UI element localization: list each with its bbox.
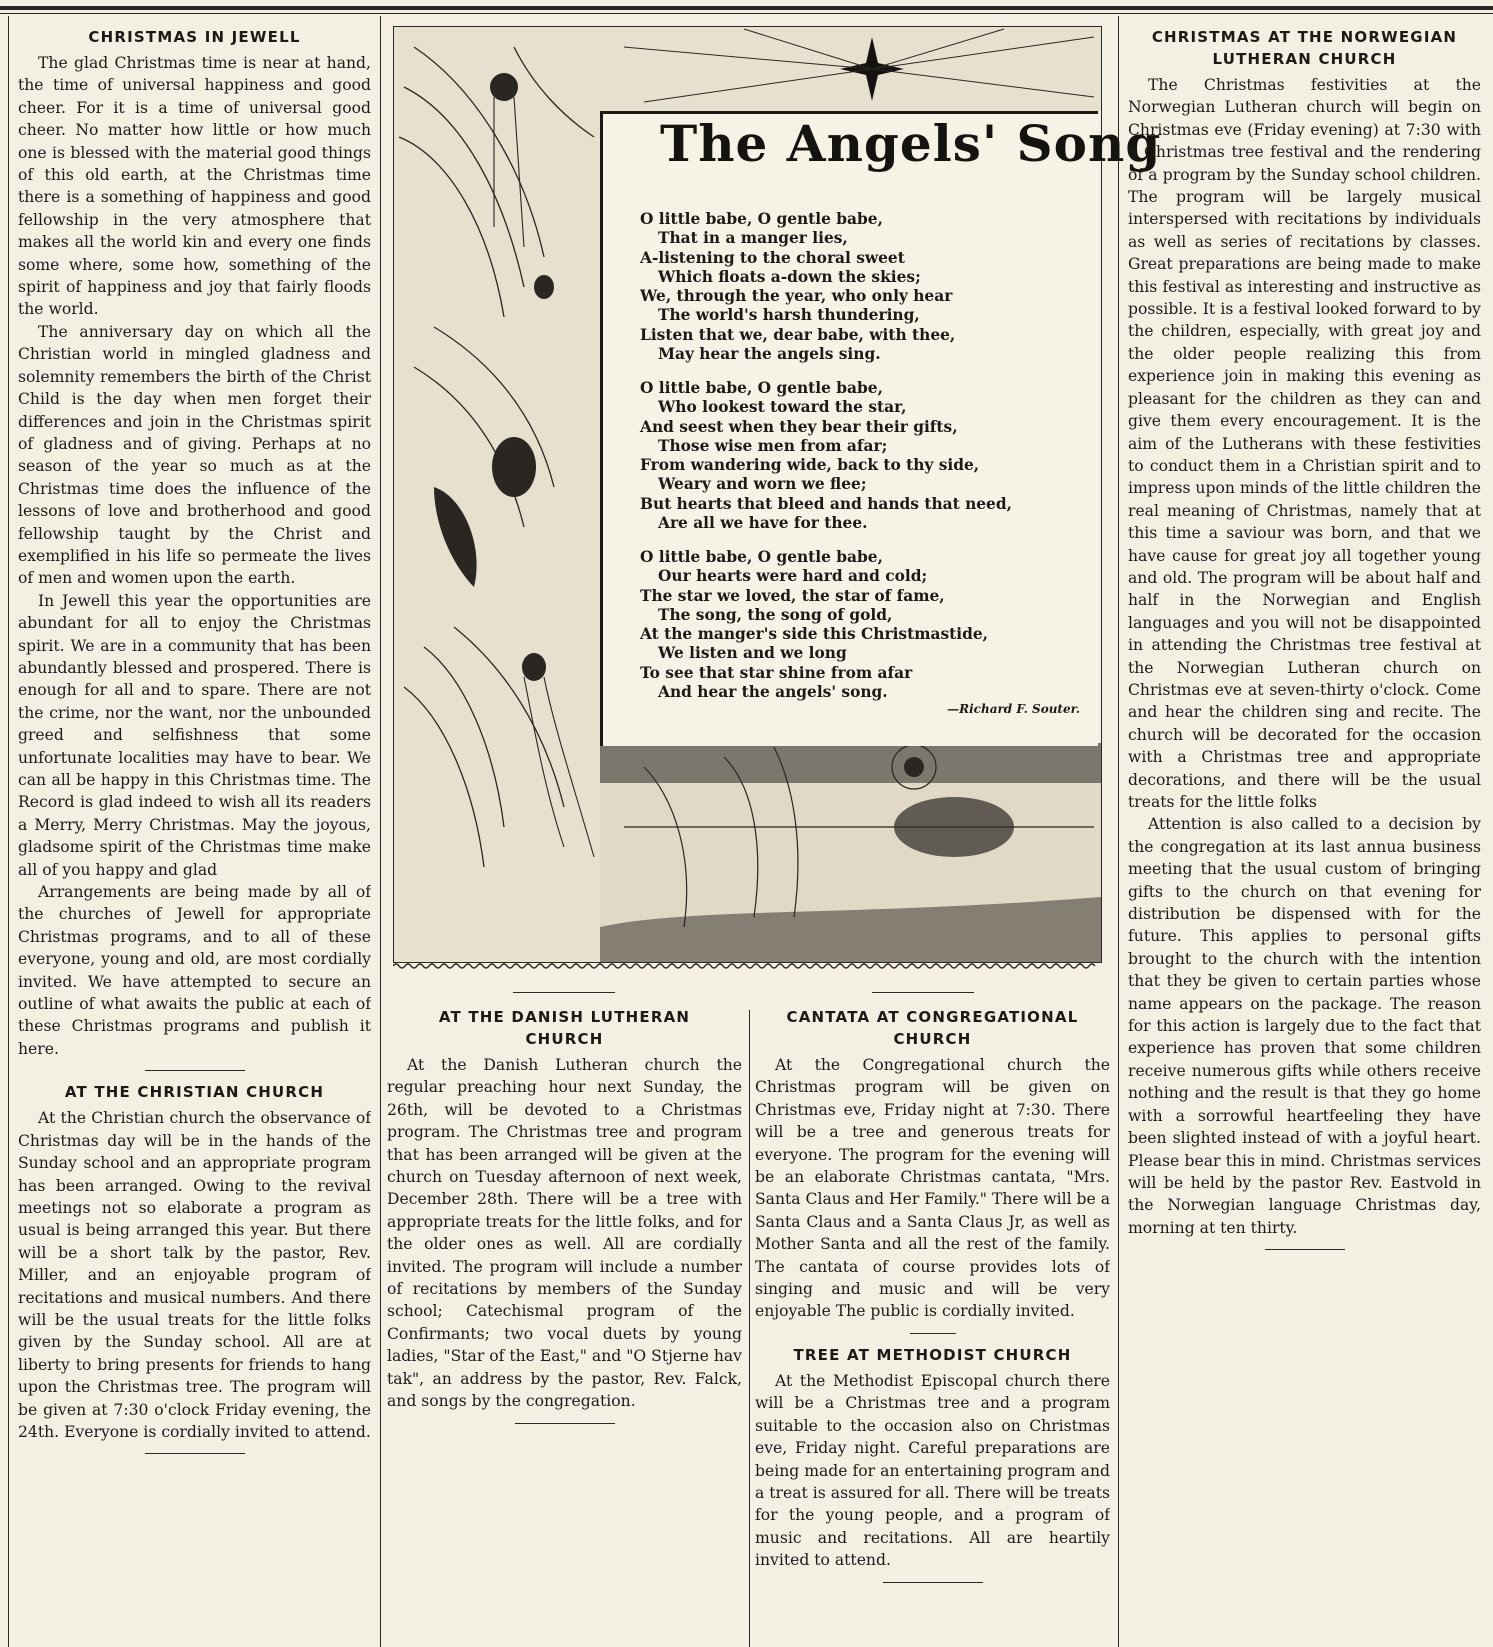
poem-line: O little babe, O gentle babe,: [640, 210, 883, 228]
paragraph: At the Methodist Episcopal church there will be a Christmas tree and a program suitable to the occasion also on Christmas eve, Friday night. Careful preparations are being made for an entertaining program and a treat is assured for all. There will be treats for the young people, and a program of music and recitations. All are heartily invited to attend.: [755, 1371, 1110, 1570]
paragraph: Arrangements are being made by all of the churches of Jewell for appropriate Christmas programs, and to all of these everyone, young and old, are most cordially invited. We have attempted to secure an outline of what awaits the public at each of these Christmas programs and publish it here.: [18, 883, 371, 1058]
poem-line: We listen and we long: [658, 644, 847, 663]
paragraph: The anniversary day on which all the Christian world in mingled gladness and solemnity remembers the birth of the Christ Child is the day when men forget their differences and join in the Christmas spirit of gladness and of giving. Perhaps at no season of the year so much as at the Christmas time does the influence of the lessons of love and brotherhood and good fellowship taught by the Christ and exemplified in his life so permeate the lives of men and women upon the earth.: [18, 322, 371, 588]
poem-line: A-listening to the choral sweet: [640, 248, 905, 267]
poem-line: May hear the angels sing.: [658, 345, 881, 364]
poem-title: The Angels' Song: [660, 114, 1162, 173]
poem-author: —Richard F. Souter.: [947, 702, 1080, 716]
article-title: CHRISTMAS IN JEWELL: [88, 28, 301, 46]
column-divider: [1118, 16, 1119, 1647]
section-divider: [515, 1423, 615, 1424]
poem-line: Who lookest toward the star,: [658, 398, 907, 417]
section-divider: [145, 1070, 245, 1071]
section-title: TREE AT METHODIST CHURCH: [793, 1345, 1072, 1364]
wavy-rule: [393, 962, 1100, 970]
poem-line: From wandering wide, back to thy side,: [640, 456, 980, 475]
column-christmas-in-jewell: [18, 26, 371, 1647]
poem-line: Which floats a-down the skies;: [658, 267, 921, 286]
poem-line: We, through the year, who only hear: [640, 287, 953, 306]
poem-line: O little babe, O gentle babe,: [640, 379, 883, 397]
column-danish-lutheran: [387, 1006, 742, 1647]
article-title: AT THE DANISH LUTHERAN CHURCH: [438, 1008, 691, 1048]
poem-line: To see that star shine from afar: [640, 663, 913, 682]
section-divider: [145, 1453, 245, 1454]
poem-line: Our hearts were hard and cold;: [658, 567, 928, 586]
poem-line: At the manger's side this Christmastide,: [640, 625, 988, 644]
section-divider: [872, 992, 974, 993]
poem-stanza: [640, 379, 1070, 533]
column-congregational: [755, 1006, 1110, 1647]
poem-line: Those wise men from afar;: [658, 436, 888, 455]
top-rule: [0, 6, 1493, 10]
poem-line: O little babe, O gentle babe,: [640, 548, 883, 566]
article-title: CANTATA AT CONGREGATIONAL CHURCH: [786, 1008, 1079, 1048]
poem-line: Are all we have for thee.: [658, 514, 868, 533]
paragraph: The Christmas festivities at the Norwegian Lutheran church will begin on Christmas eve (Friday evening) at 7:30 with a Christmas tree festival and the rendering of a program by the Sunday school children. The program will be largely musical interspersed with recitations by individuals as well as series of recitations by classes. Great preparations are being made to make this festival as interesting and instructive as possible. It is a festival looked forward to by the children, especially, with great joy and the older people realizing this from experience join in making this evening as pleasant for the children as they can and give them every encouragement. It is the aim of the Lutherans with these festivities to conduct them in a Christian spirit and to impress upon minds of the little children the real meaning of Christmas, namely that at this time a saviour was born, and that we have cause for great joy all together young and old. The program will be about half and half in the Norwegian and English languages and you will not be disappointed in attending the Christmas tree festival at the Norwegian Lutheran church on Christmas eve at seven-thirty o'clock. Come and hear the children sing and recite. The church will be decorated for the occasion with a Christmas tree and appropriate decorations, and there will be the usual treats for the little folks: [1128, 76, 1481, 811]
section-divider: [513, 992, 615, 993]
column-norwegian-lutheran: [1128, 26, 1481, 1647]
poem-stanza: [640, 210, 1070, 364]
poem-line: The star we loved, the star of fame,: [640, 586, 945, 605]
paragraph: At the Danish Lutheran church the regular preaching hour next Sunday, the 26th, will be devoted to a Christmas program. The Christmas tree and program that has been arranged will be given at the church on Tuesday afternoon of next week, December 28th. There will be a tree with appropriate treats for the little folks, and for the older ones as well. All are cordially invited. The program will include a number of recitations by members of the Sunday school; Catechismal program of the Confirmants; two vocal duets by young ladies, "Star of the East," and "O Stjerne hav tak", an address by the pastor, Rev. Falck, and songs by the congregation.: [387, 1056, 742, 1411]
poem-line: That in a manger lies,: [658, 229, 848, 248]
top-rule-thin: [0, 13, 1493, 14]
poem-line: Listen that we, dear babe, with thee,: [640, 325, 956, 344]
paragraph: At the Christian church the observance of Christmas day will be in the hands of the Sunday school and an appropriate program has been arranged. Owing to the revival meetings not so elaborate a program as usual is being arranged this year. But there will be a short talk by the pastor, Rev. Miller, and an enjoyable program of recitations and musical numbers. And there will be the usual treats for the little folks given by the Sunday school. All are at liberty to bring presents for friends to hang upon the Christmas tree. The program will be given at 7:30 o'clock Friday evening, the 24th. Everyone is cordially invited to attend.: [18, 1109, 371, 1441]
section-divider: [910, 1333, 956, 1334]
poem-line: The song, the song of gold,: [658, 605, 893, 624]
poem-line: Weary and worn we flee;: [658, 475, 867, 494]
poem-line: And seest when they bear their gifts,: [640, 417, 958, 436]
column-divider: [380, 16, 381, 1647]
poem-line: And hear the angels' song.: [658, 683, 888, 702]
section-divider: [1265, 1249, 1345, 1250]
article-title: CHRISTMAS AT THE NORWEGIAN LUTHERAN CHURCH: [1151, 28, 1458, 68]
poem-line: But hearts that bleed and hands that need,: [640, 494, 1012, 513]
poem-stanza: [640, 548, 1070, 702]
poem-line: The world's harsh thundering,: [658, 306, 920, 325]
paragraph: At the Congregational church the Christmas program will be given on Christmas eve, Friday night at 7:30. There will be a tree and generous treats for everyone. The program for the evening will be an elaborate Christmas cantata, "Mrs. Santa Claus and Her Family." There will be a Santa Claus and a Santa Claus Jr, as well as Mother Santa and all the rest of the family. The cantata of course provides lots of singing and music and will be very enjoyable The public is cordially invited.: [755, 1056, 1110, 1321]
column-divider: [8, 16, 9, 1647]
section-title: AT THE CHRISTIAN CHURCH: [64, 1083, 325, 1102]
section-divider: [883, 1582, 983, 1583]
column-divider: [749, 1010, 750, 1647]
paragraph: In Jewell this year the opportunities are abundant for all to enjoy the Christmas spirit. We are in a community that has been abundantly blessed and prospered. There is enough for all and to spare. There are not the crime, nor the want, nor the unbounded greed and selfishness that some unfortunate localities may have to bear. We can all be happy in this Christmas time. The Record is glad indeed to wish all its readers a Merry, Merry Christmas. May the joyous, gladsome spirit of the Christmas time make all of you happy and glad: [18, 591, 371, 879]
paragraph: The glad Christmas time is near at hand, the time of universal happiness and good cheer. For it is a time of universal good cheer. No matter how little or how much one is blessed with the material good things of this old earth, at the Christmas time there is a something of happiness and good fellowship in the very atmosphere that makes all the world kin and every one finds some where, some how, something of the spirit of happiness and joy that fairly floods the world.: [18, 54, 371, 319]
paragraph: Attention is also called to a decision by the congregation at its last annua business meeting that the usual custom of bringing gifts to the church on that evening for distribution be dispensed with for the future. This applies to personal gifts brought to the church with the intention that they be given to certain parties whose name appears on the package. The reason for this action is largely due to the fact that experience has proven that some children receive numerous gifts while others receive nothing and the result is that they go home with a sorrowful heartfeeling they have been slighted instead of with a joyful heart. Please bear this in mind. Christmas services will be held by the pastor Rev. Eastvold in the Norwegian language Christmas day, morning at ten thirty.: [1128, 815, 1481, 1237]
